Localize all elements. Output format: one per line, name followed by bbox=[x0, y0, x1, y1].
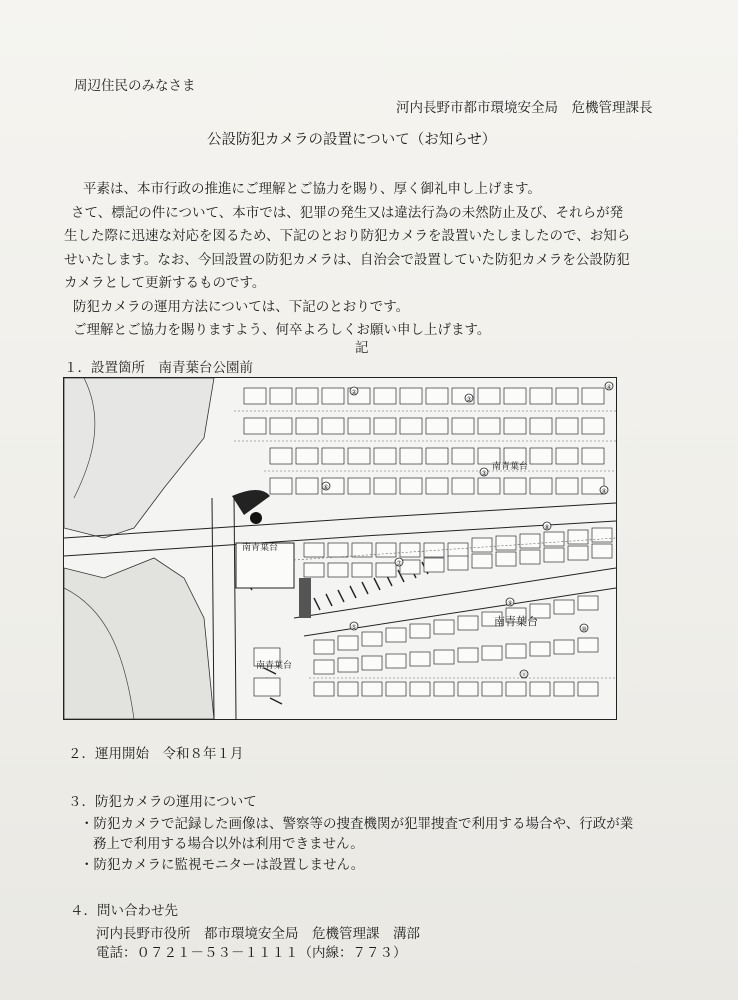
body-line-3: 生した際に迅速な対応を図るため、下記のとおり防犯カメラを設置いたしましたので、お知ら bbox=[64, 228, 631, 244]
operation-item-1: ・防犯カメラで記録した画像は、警察等の捜査機関が犯罪捜査で利用する場合や、行政が業 bbox=[80, 816, 634, 832]
section-location: １．設置箇所 南青葉台公園前 bbox=[64, 360, 253, 376]
map-marker-3: ③ bbox=[481, 470, 487, 477]
map-label-district-south: 南青葉台 bbox=[256, 661, 293, 671]
body-line-1: 平素は、本市行政の推進にご理解とご協力を賜り、厚く御礼申し上げます。 bbox=[83, 181, 541, 197]
body-line-7: ご理解とご協力を賜りますよう、何卒よろしくお願い申し上げます。 bbox=[73, 322, 491, 338]
operation-item-2: ・防犯カメラに監視モニターは設置しません。 bbox=[80, 857, 365, 873]
section-start: ２．運用開始 令和８年１月 bbox=[68, 746, 244, 762]
contact-phone: 電話：０７２１－５３－１１１１（内線：７７３） bbox=[96, 945, 407, 961]
map-label-district-east: 南青葉台 bbox=[494, 615, 538, 628]
location-map bbox=[63, 377, 617, 720]
map-marker-7: ⑧ bbox=[544, 524, 550, 531]
recipient: 周辺住民のみなさま bbox=[74, 78, 196, 94]
map-label-district-north: 南青葉台 bbox=[492, 462, 529, 472]
map-marker-10: ⑤ bbox=[351, 624, 357, 631]
body-line-2: さて、標記の件について、本市では、犯罪の発生又は違法行為の未然防止及び、それらが発 bbox=[71, 205, 624, 221]
map-marker-2: ③ bbox=[466, 396, 472, 403]
map-marker-11: ⑩ bbox=[581, 626, 587, 633]
body-line-6: 防犯カメラの運用方法については、下記のとおりです。 bbox=[73, 299, 410, 315]
map-marker-1: ② bbox=[351, 389, 357, 396]
body-line-5: カメラとして更新するものです。 bbox=[64, 275, 266, 291]
body-line-4: せいたします。なお、今回設置の防犯カメラは、自治会で設置していた防犯カメラを公設防犯 bbox=[64, 252, 630, 268]
map-marker-9: ④ bbox=[601, 488, 607, 495]
operation-item-1-cont: 務上で利用する場合以外は利用できません。 bbox=[93, 836, 364, 852]
map-marker-8: ⑨ bbox=[507, 600, 513, 607]
document-title: 公設防犯カメラの設置について（お知らせ） bbox=[207, 132, 497, 148]
ki-heading: 記 bbox=[355, 340, 369, 356]
sender: 河内長野市都市環境安全局 危機管理課長 bbox=[396, 100, 653, 116]
map-marker-6: ⑦ bbox=[396, 560, 402, 567]
map-label-camera-site: 南青葉台 bbox=[242, 543, 279, 553]
contact-office: 河内長野市役所 都市環境安全局 危機管理課 溝部 bbox=[96, 926, 420, 942]
map-marker-5: ⑥ bbox=[323, 484, 329, 491]
map-marker-4: ④ bbox=[606, 384, 612, 391]
section-operation-title: ３．防犯カメラの運用について bbox=[68, 794, 257, 810]
map-drawing bbox=[64, 378, 616, 719]
map-marker-12: ⑪ bbox=[520, 672, 528, 679]
section-contact-title: ４．問い合わせ先 bbox=[70, 903, 178, 919]
